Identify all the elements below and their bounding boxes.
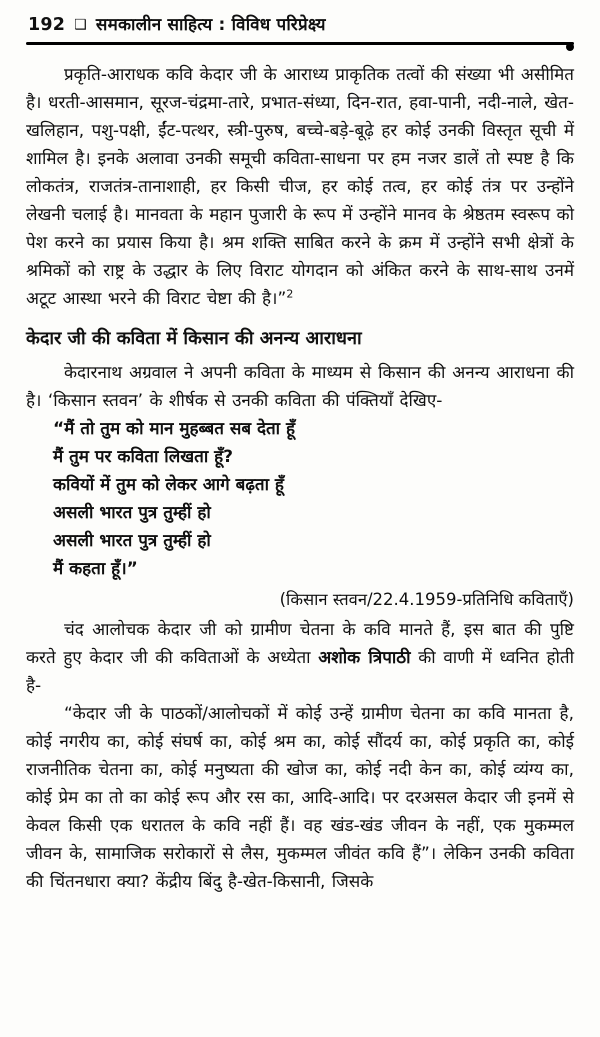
page-header: [26, 12, 574, 35]
running-head-title: समकालीन साहित्य : विविध परिप्रेक्ष्य: [95, 15, 326, 35]
paragraph-3-text-before: चंद आलोचक केदार जी को ग्रामीण चेतना के कवि मानते हैं, इस बात की पुष्टि करते हुए केदार जी की कविताओं के अध्येता: [26, 619, 574, 668]
header-rule: [26, 42, 574, 45]
footnote-marker: 2: [286, 286, 294, 300]
section-heading: केदार जी की कविता में किसान की अनन्य आराधना: [26, 327, 362, 349]
rule-end-dot-icon: [566, 43, 574, 51]
poem-block: [53, 415, 574, 583]
paragraph-2: केदारनाथ अग्रवाल ने अपनी कविता के माध्यम से किसान की अनन्य आराधना की है। ‘किसान स्तवन’ के शीर्षक से उनकी कविता की पंक्तियाँ देखिए-: [26, 362, 574, 411]
page-number: 192: [28, 15, 66, 35]
paragraph-1-text: प्रकृति-आराधक कवि केदार जी के आराध्य प्राकृतिक तत्वों की संख्या भी असीमित है। धरती-आसमान, सूरज-चंद्रमा-तारे, प्रभात-संध्या, दिन-रात, हवा-पानी, नदी-नाले, खेत-खलिहान, पशु-पक्षी, ईंट-पत्थर, स्त्री-पुरुष, बच्चे-बड़े-बूढ़े हर कोई उनकी विस्तृत सूची में शामिल है। इनके अलावा उनकी समूची कविता-साधना पर हम नजर डालें तो स्पष्ट है कि लोकतंत्र, राजतंत्र-तानाशाही, हर किसी चीज, हर कोई तत्व, हर कोई तंत्र पर उन्होंने लेखनी चलाई है। मानवता के महान पुजारी के रूप में उन्होंने मानव के श्रेष्ठतम स्वरूप को पेश करने का प्रयास किया है। श्रम शक्ति साबित करने के क्रम में उन्होंने सभी क्षेत्रों के श्रमिकों को राष्ट्र के उद्धार के लिए विराट योगदान को अंकित करने के साथ-साथ उनमें अटूट आस्था भरने की विराट चेष्टा की है।”: [26, 64, 574, 309]
poem-line: कवियों में तुम को लेकर आगे बढ़ता हूँ: [53, 474, 284, 495]
poem-line: असली भारत पुत्र तुम्हीं हो: [53, 530, 211, 551]
poem-line: मैं कहता हूँ।”: [53, 558, 138, 579]
square-bullet-icon: ❑: [74, 17, 87, 33]
poem-line: असली भारत पुत्र तुम्हीं हो: [53, 502, 211, 523]
paragraph-1: [26, 61, 574, 313]
paragraph-3: [26, 616, 574, 700]
poem-attribution: (किसान स्तवन/22.4.1959-प्रतिनिधि कविताएँ): [279, 589, 574, 609]
paragraph-4-quote: “केदार जी के पाठकों/आलोचकों में कोई उन्हें ग्रामीण चेतना का कवि मानता है, कोई नगरीय का, कोई संघर्ष का, कोई श्रम का, कोई सौंदर्य का, कोई प्रकृति का, कोई राजनीतिक चेतना का, कोई मनुष्यता की खोज का, कोई नदी केन का, कोई व्यंग्य का, कोई प्रेम का तो का कोई रूप और रस का, आदि-आदि। पर दरअसल केदार जी इनमें से केवल किसी एक धरातल के कवि नहीं हैं। वह खंड-खंड जीवन के नहीं, एक मुकम्मल जीवन के, सामाजिक सरोकारों से लैस, मुकम्मल जीवंत कवि हैं”। लेकिन उनकी कविता की चिंतनधारा क्या? केंद्रीय बिंदु है-खेत-किसानी, जिसके: [26, 703, 574, 892]
critic-name-bold: अशोक त्रिपाठी: [318, 647, 411, 668]
poem-line: मैं तुम पर कविता लिखता हूँ?: [53, 446, 234, 467]
paragraph-3-text-after: की वाणी में ध्वनित होती है-: [26, 647, 574, 696]
poem-line: “मैं तो तुम को मान मुहब्बत सब देता हूँ: [53, 418, 296, 439]
